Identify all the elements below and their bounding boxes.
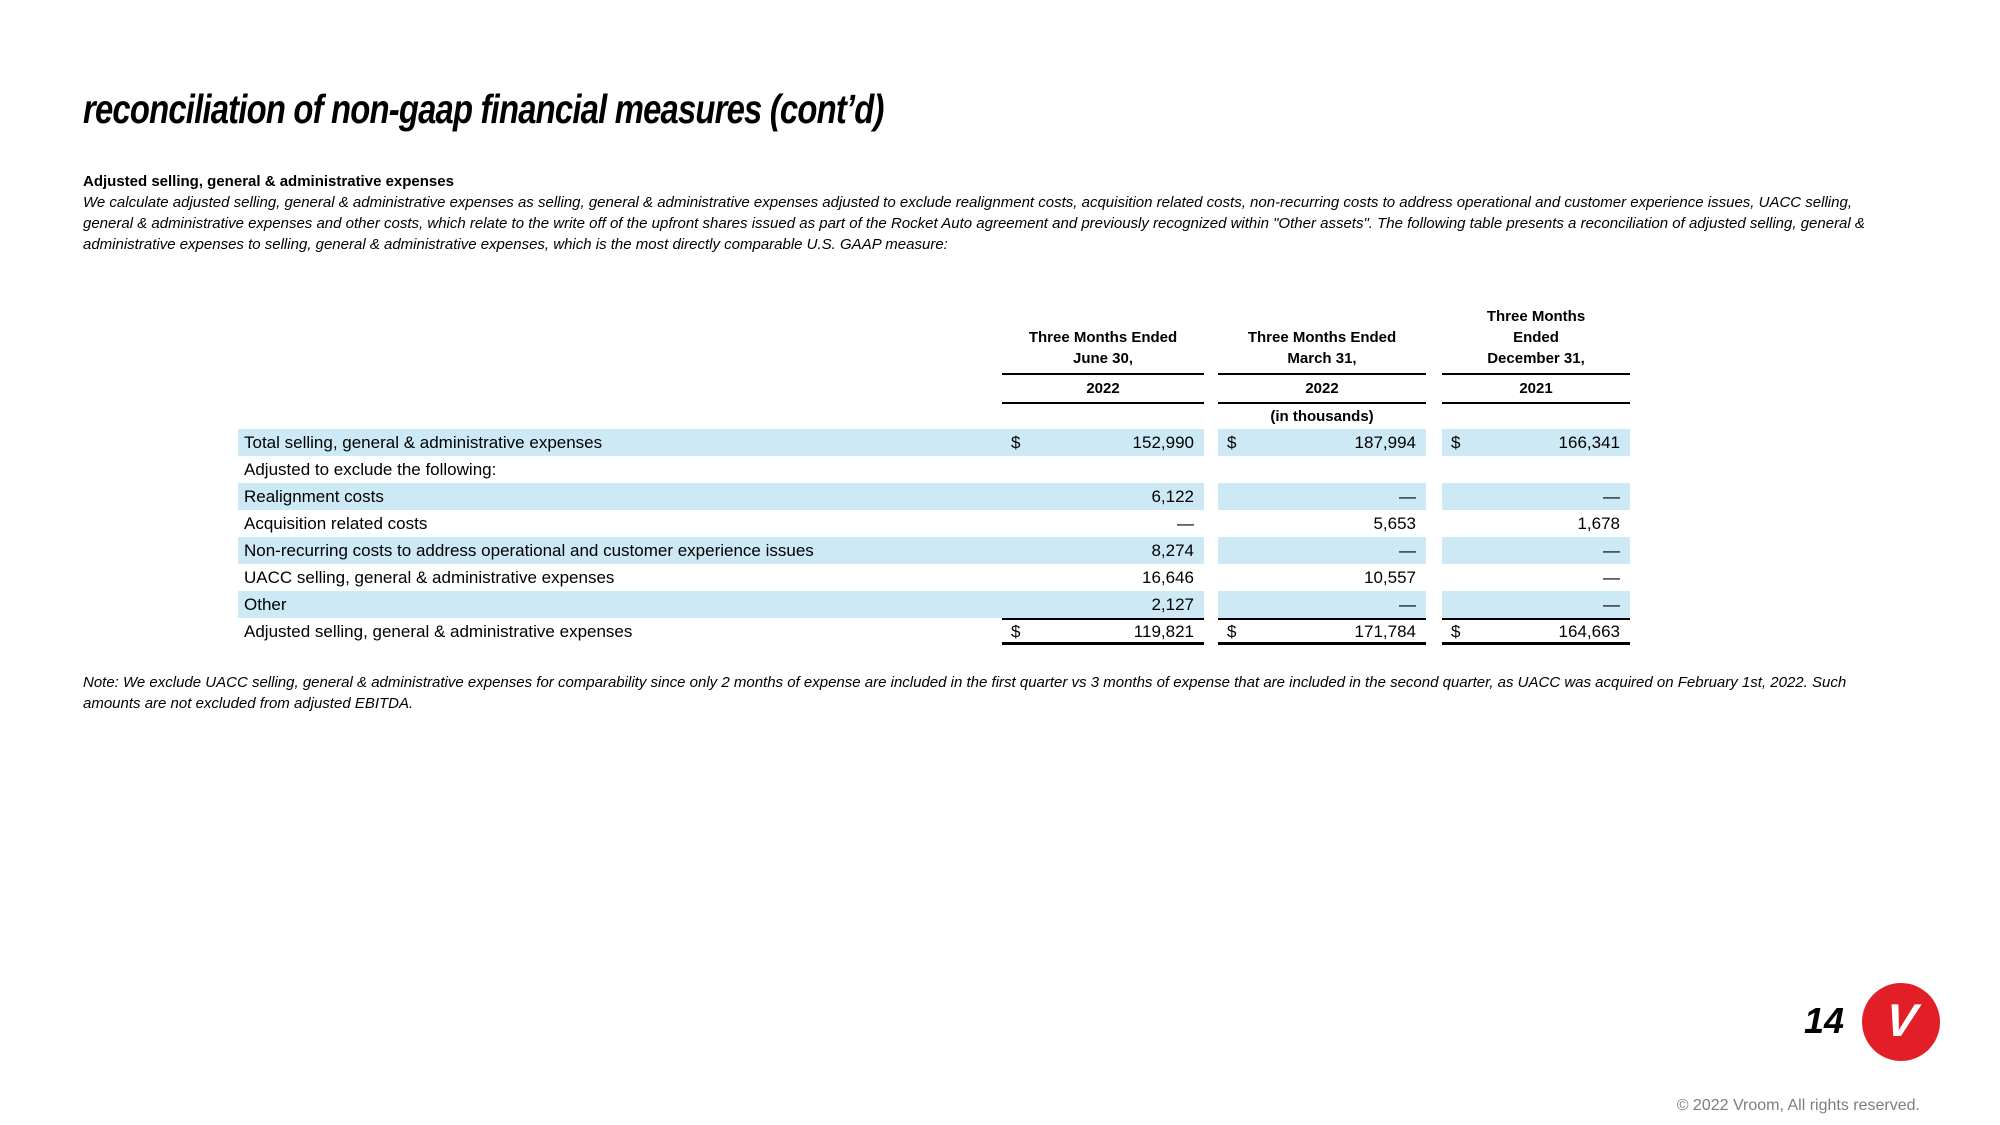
page-title: reconciliation of non-gaap financial measures (cont’d) [83, 86, 884, 132]
table-row [238, 537, 1630, 564]
value-cell [1442, 537, 1630, 564]
value-cell [1442, 618, 1630, 645]
intro-paragraph: We calculate adjusted selling, general & administrative expenses as selling, general & administrative expenses adjusted to exclude realignment costs, acquisition related costs, non-recurring costs to address operational and customer experience issues, UACC selling, general & administrative expenses and other costs, which relate to the write off of the upfront shares issued as part of the Rocket Auto agreement and previously recognized within "Other assets". The following table presents a reconciliation of adjusted selling, general & administrative expenses to selling, general & administrative expenses, which is the most directly comparable U.S. GAAP measure: [83, 194, 1865, 253]
year-header: 2022 [1002, 375, 1204, 404]
value-cell [1442, 456, 1630, 483]
column-header-line: Three Months Ended [1247, 329, 1397, 346]
table-row [238, 510, 1630, 537]
table-row [238, 564, 1630, 591]
footnote: Note: We exclude UACC selling, general & administrative expenses for comparability since only 2 months of expense are included in the first quarter vs 3 months of expense that are included in the second quarter, as UACC was acquired on February 1st, 2022. Such amounts are not excluded from adjusted EBITDA. [83, 674, 1847, 712]
table-body [238, 429, 1630, 645]
table-header-period-row [238, 305, 1630, 375]
value-text: 5,653 [1373, 514, 1416, 533]
table-header-year-row [238, 375, 1630, 404]
value-cell [1218, 510, 1426, 537]
reconciliation-table [238, 305, 1630, 645]
value-cell [1442, 429, 1630, 456]
value-cell [1002, 510, 1204, 537]
value-text: 2,127 [1151, 595, 1194, 614]
value-cell [1002, 591, 1204, 618]
table-row [238, 591, 1630, 618]
year-header: 2021 [1442, 375, 1630, 404]
column-header-december [1442, 305, 1630, 375]
value-cell [1002, 618, 1204, 645]
value-text: — [1399, 487, 1416, 506]
column-header-line: Ended [1513, 329, 1559, 346]
table-header-unit-row [238, 404, 1630, 429]
column-gap [1204, 591, 1218, 618]
value-cell [1002, 483, 1204, 510]
column-gap [1426, 618, 1442, 645]
column-gap [1204, 404, 1218, 429]
column-gap [1204, 537, 1218, 564]
section-heading: Adjusted selling, general & administrative expenses [83, 173, 454, 190]
value-text: 152,990 [1132, 433, 1194, 452]
unit-spacer [1002, 404, 1204, 429]
column-gap [1204, 483, 1218, 510]
value-cell [1218, 564, 1426, 591]
column-header-june [1002, 305, 1204, 375]
column-gap [1204, 510, 1218, 537]
column-header-line: Three Months [1486, 308, 1586, 325]
column-gap [1426, 483, 1442, 510]
value-cell [1442, 591, 1630, 618]
value-cell [1442, 510, 1630, 537]
row-label: Realignment costs [238, 483, 1002, 510]
value-cell [1218, 591, 1426, 618]
row-label: Other [238, 591, 1002, 618]
vroom-logo-v-icon: V [1882, 994, 1920, 1046]
year-header: 2022 [1218, 375, 1426, 404]
row-label: Total selling, general & administrative expenses [238, 429, 1002, 456]
value-text: 8,274 [1151, 541, 1194, 560]
row-label: Non-recurring costs to address operational and customer experience issues [238, 537, 1002, 564]
column-gap [1426, 305, 1442, 375]
row-label: Adjusted to exclude the following: [244, 460, 497, 479]
value-cell [1002, 456, 1204, 483]
table-row [238, 483, 1630, 510]
column-gap [1204, 305, 1218, 375]
intro-block [83, 171, 1878, 255]
value-text: 171,784 [1354, 622, 1416, 641]
table-row [238, 618, 1630, 645]
header-label-spacer [238, 404, 1002, 429]
value-cell [1218, 429, 1426, 456]
value-cell [1218, 456, 1426, 483]
value-text: 6,122 [1151, 487, 1194, 506]
column-gap [1204, 375, 1218, 404]
column-gap [1426, 510, 1442, 537]
column-gap [1204, 456, 1218, 483]
column-gap [1426, 429, 1442, 456]
unit-label: (in thousands) [1270, 408, 1374, 425]
header-label-spacer [238, 375, 1002, 404]
value-text: 164,663 [1558, 622, 1620, 641]
unit-spacer [1442, 404, 1630, 429]
column-gap [1204, 429, 1218, 456]
value-text: — [1603, 487, 1620, 506]
value-text: 187,994 [1354, 433, 1416, 452]
value-cell [1218, 483, 1426, 510]
value-cell [1002, 564, 1204, 591]
row-label: UACC selling, general & administrative expenses [244, 568, 615, 587]
value-text: 1,678 [1577, 514, 1620, 533]
value-cell [1002, 429, 1204, 456]
column-header-line: December 31, [1487, 350, 1585, 367]
header-label-spacer [238, 305, 1002, 375]
column-header-line: June 30, [1072, 350, 1134, 367]
column-gap [1426, 456, 1442, 483]
currency-symbol: $ [1011, 622, 1021, 641]
currency-symbol: $ [1227, 433, 1237, 452]
value-cell [1218, 618, 1426, 645]
column-header-line: Three Months Ended [1028, 329, 1178, 346]
table-row [238, 429, 1630, 456]
currency-symbol: $ [1011, 433, 1021, 452]
vroom-logo [1862, 983, 1940, 1061]
column-header-line: March 31, [1287, 350, 1357, 367]
value-cell [1218, 537, 1426, 564]
currency-symbol: $ [1451, 433, 1461, 452]
value-cell [1002, 537, 1204, 564]
column-gap [1204, 564, 1218, 591]
value-text: — [1177, 514, 1194, 533]
row-label: Adjusted selling, general & administrative expenses [244, 622, 633, 641]
value-text: 166,341 [1558, 433, 1620, 452]
currency-symbol: $ [1227, 622, 1237, 641]
page-number: 14 [1804, 1000, 1845, 1041]
currency-symbol: $ [1451, 622, 1461, 641]
column-gap [1426, 591, 1442, 618]
value-text: 10,557 [1364, 568, 1416, 587]
column-gap [1426, 564, 1442, 591]
value-cell [1442, 483, 1630, 510]
column-gap [1426, 404, 1442, 429]
value-text: 119,821 [1133, 622, 1194, 641]
row-label: Acquisition related costs [244, 514, 428, 533]
column-gap [1426, 537, 1442, 564]
column-header-march [1218, 305, 1426, 375]
value-text: 16,646 [1142, 568, 1194, 587]
value-text: — [1399, 541, 1416, 560]
copyright-text: © 2022 Vroom, All rights reserved. [1676, 1097, 1920, 1114]
column-gap [1204, 618, 1218, 645]
value-text: — [1603, 568, 1620, 587]
value-text: — [1603, 541, 1620, 560]
value-text: — [1603, 595, 1620, 614]
column-gap [1426, 375, 1442, 404]
value-cell [1442, 564, 1630, 591]
table-row [238, 456, 1630, 483]
value-text: — [1399, 595, 1416, 614]
